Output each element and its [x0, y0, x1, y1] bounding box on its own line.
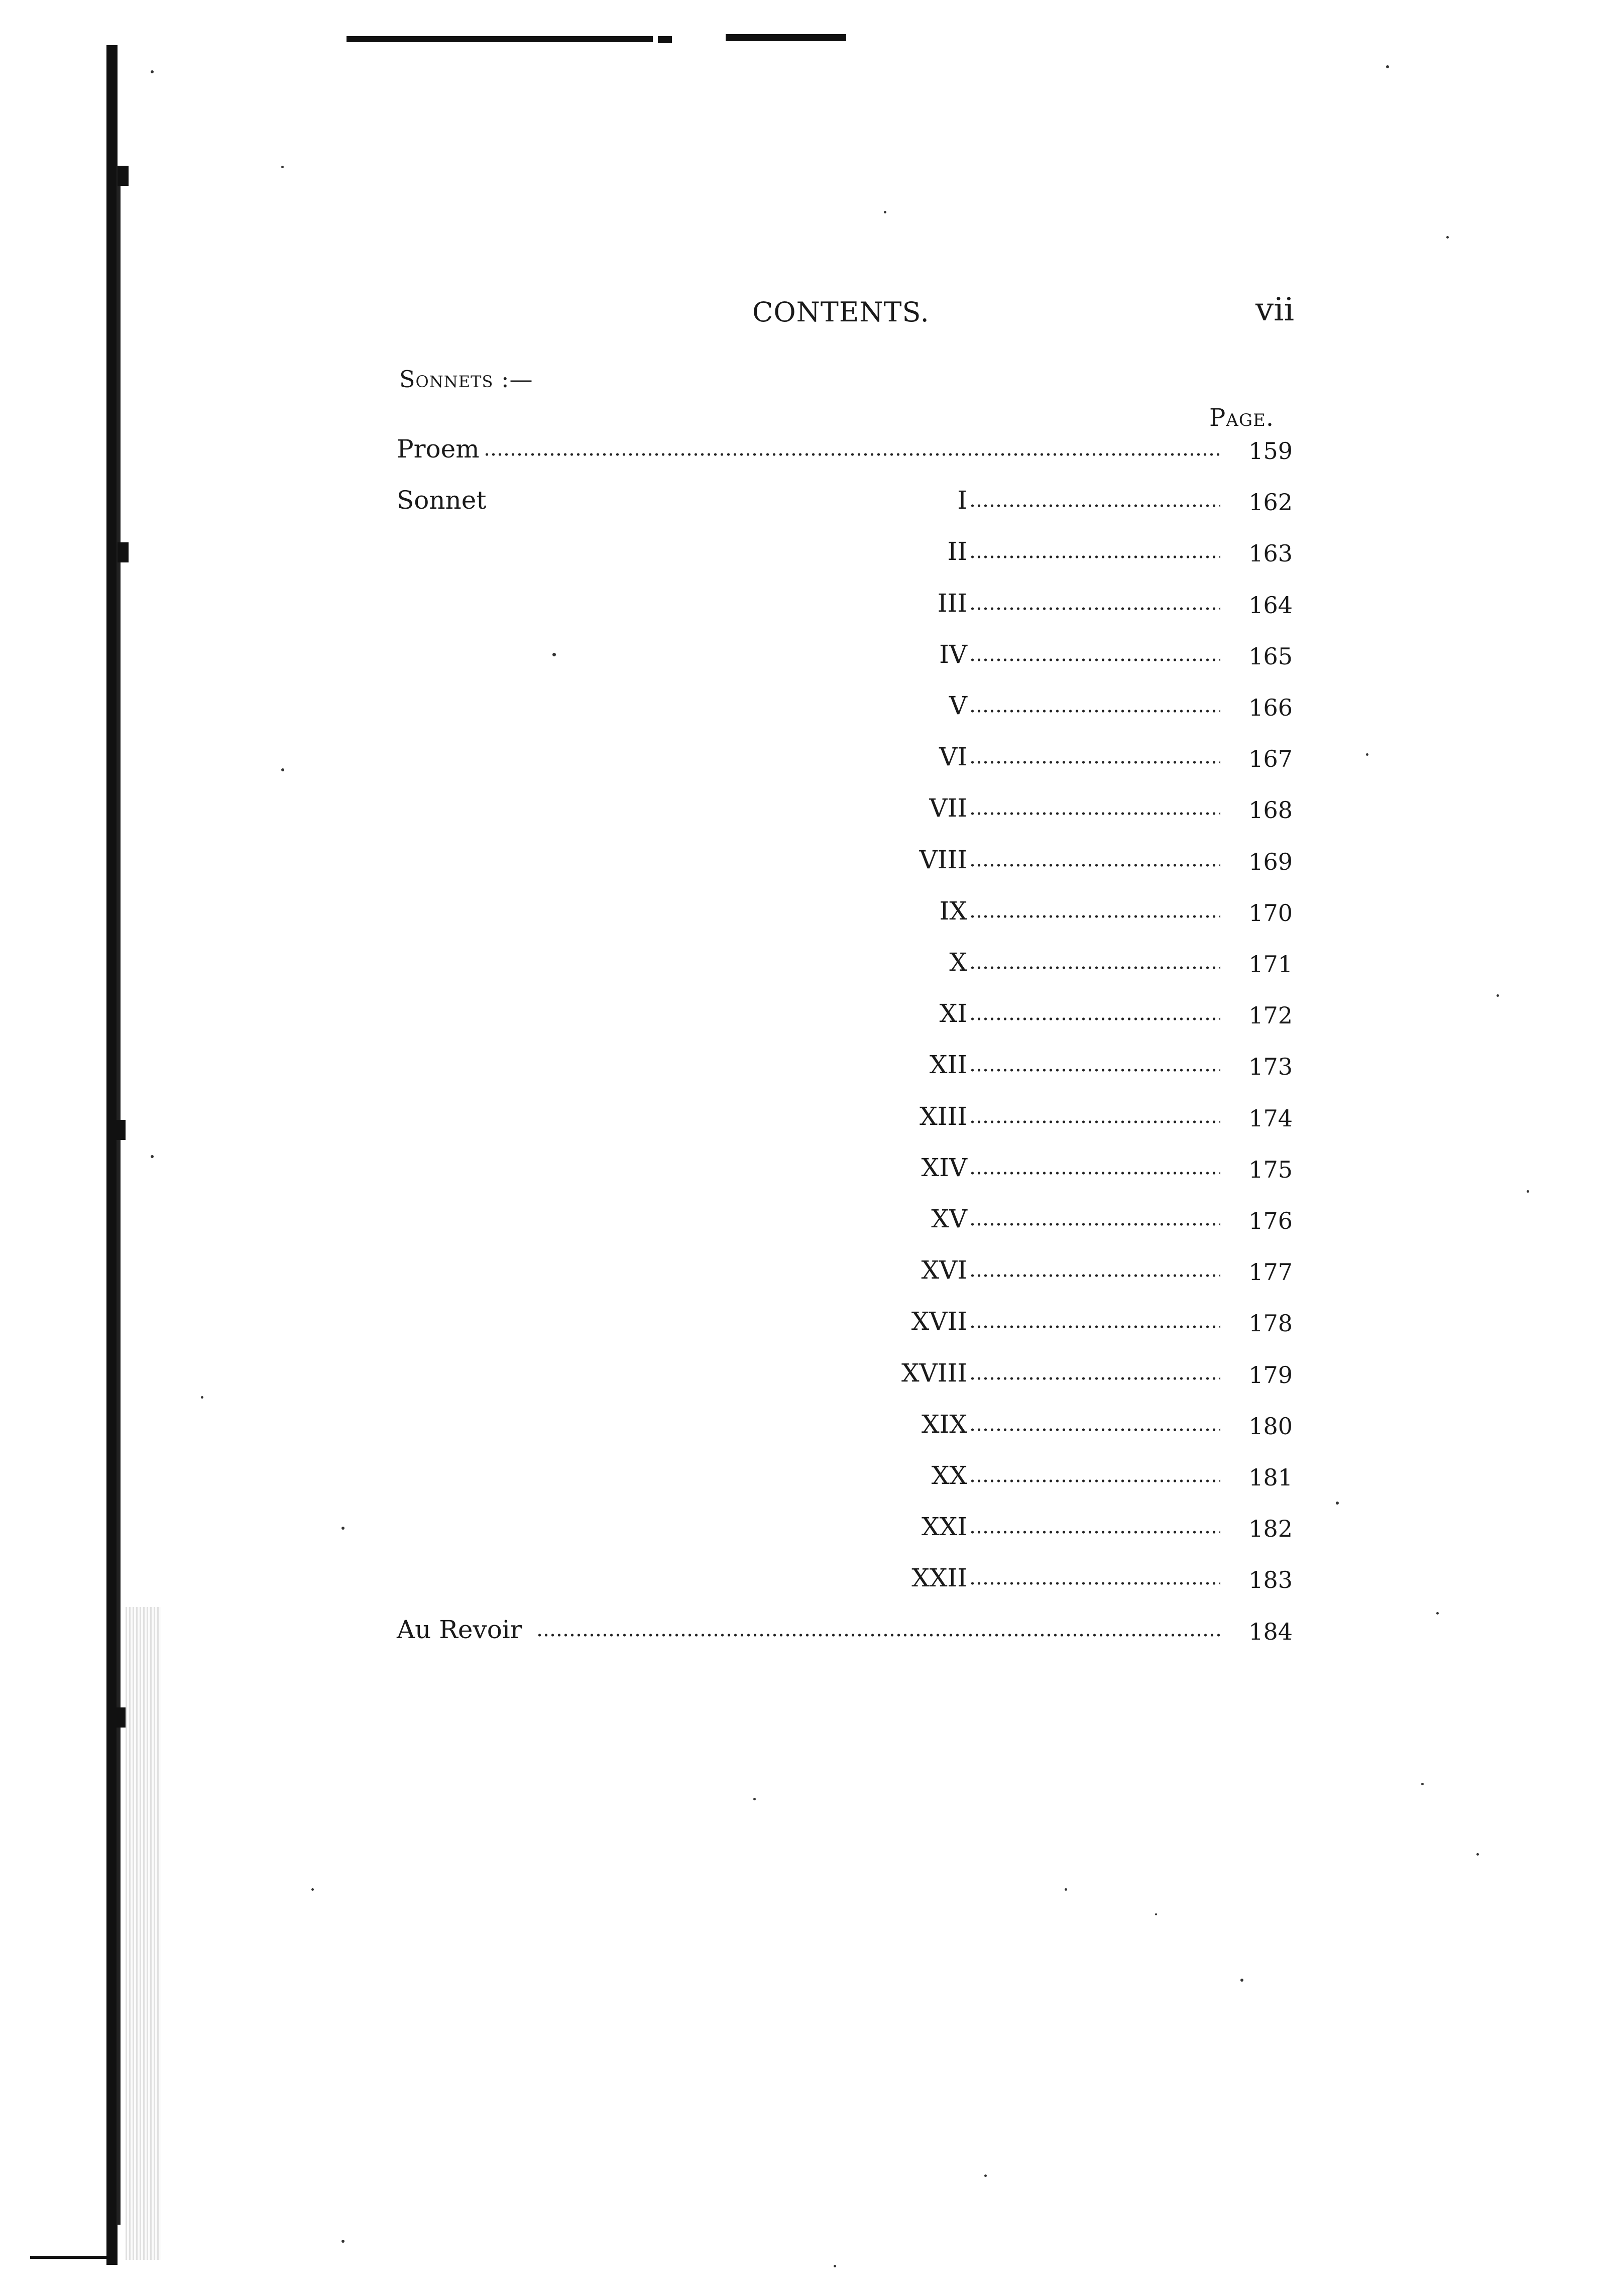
toc-entry-page-number: 181 — [1248, 1464, 1293, 1491]
toc-entry-numeral: V — [949, 691, 967, 720]
toc-entry — [397, 946, 1301, 978]
toc-entry-title: Au Revoir — [397, 1615, 522, 1644]
toc-entry — [397, 690, 1301, 722]
toc-entry — [397, 1049, 1301, 1081]
toc-entry-numeral: XIX — [922, 1410, 967, 1439]
toc-entry-page-number: 182 — [1248, 1515, 1293, 1542]
toc-entry-page-number: 169 — [1248, 848, 1293, 875]
scan-speck — [281, 166, 284, 168]
scan-edge-rule — [658, 36, 672, 43]
toc-entry-numeral: I — [957, 486, 967, 515]
scan-speck — [834, 2265, 836, 2267]
toc-entry — [397, 895, 1301, 927]
toc-entry-page-number: 164 — [1248, 592, 1293, 619]
toc-entry-page-number: 175 — [1248, 1156, 1293, 1183]
toc-entry — [397, 1562, 1301, 1594]
toc-dot-leader — [969, 658, 1220, 661]
scan-speck — [1446, 236, 1449, 239]
scan-speck — [1476, 1853, 1479, 1856]
toc-dot-leader — [969, 1582, 1220, 1585]
toc-entry-page-number: 165 — [1248, 643, 1293, 670]
toc-dot-leader — [969, 1428, 1220, 1431]
toc-dot-leader — [969, 1120, 1220, 1123]
toc-entry-numeral: XXII — [911, 1563, 967, 1592]
toc-entry — [397, 1305, 1301, 1337]
toc-entry-numeral: XVI — [921, 1255, 967, 1285]
scan-speck — [151, 70, 154, 73]
toc-entry-numeral: XI — [939, 999, 967, 1028]
scan-speck — [201, 1396, 203, 1399]
toc-dot-leader — [969, 1223, 1220, 1226]
toc-entry-page-number: 174 — [1248, 1105, 1293, 1132]
scan-speck — [984, 2174, 987, 2177]
binding-edge — [106, 45, 118, 2265]
section-heading: Sonnets :— — [399, 366, 533, 393]
toc-entry-numeral: IX — [939, 896, 967, 926]
toc-entry-numeral: XVIII — [901, 1358, 967, 1388]
scan-edge-rule — [347, 36, 653, 42]
toc-dot-leader — [969, 1274, 1220, 1277]
toc-dot-leader — [969, 1172, 1220, 1175]
toc-entry — [397, 587, 1301, 619]
toc-dot-leader — [969, 864, 1220, 867]
toc-entry — [397, 741, 1301, 773]
scan-edge-rule — [726, 34, 846, 41]
scan-speck — [753, 1798, 756, 1800]
toc-dot-leader — [969, 1479, 1220, 1482]
toc-entry-numeral: XXI — [922, 1512, 967, 1541]
toc-entry-title: Sonnet — [397, 486, 487, 515]
toc-dot-leader — [969, 812, 1220, 815]
toc-entry — [397, 1614, 1301, 1646]
scan-speck — [1386, 65, 1389, 68]
toc-dot-leader — [969, 1531, 1220, 1534]
page-folio: vii — [1255, 291, 1295, 328]
toc-dot-leader — [969, 710, 1220, 713]
toc-entry — [397, 433, 1301, 465]
toc-entry-numeral: XVII — [911, 1307, 967, 1336]
toc-entry — [397, 1357, 1301, 1389]
scan-speck — [1421, 1783, 1424, 1785]
toc-entry-numeral: X — [949, 948, 967, 977]
binding-edge-inner — [117, 166, 121, 2225]
toc-entry-title: Proem — [397, 434, 480, 464]
toc-dot-leader — [969, 555, 1220, 558]
toc-entry-page-number: 176 — [1248, 1207, 1293, 1234]
toc-entry-page-number: 177 — [1248, 1258, 1293, 1286]
toc-entry-page-number: 159 — [1248, 437, 1293, 465]
scan-speck — [1436, 1612, 1439, 1615]
toc-entry-numeral: VII — [929, 793, 967, 823]
binding-shadow — [126, 1607, 161, 2260]
binding-notch — [114, 1120, 126, 1140]
toc-entry-page-number: 173 — [1248, 1053, 1293, 1080]
scan-speck — [341, 2240, 344, 2243]
toc-entry — [397, 1152, 1301, 1184]
toc-dot-leader — [969, 1325, 1220, 1328]
toc-entry-page-number: 178 — [1248, 1310, 1293, 1337]
toc-entry — [397, 1459, 1301, 1491]
toc-dot-leader — [969, 607, 1220, 610]
toc-entry — [397, 638, 1301, 670]
toc-entry-numeral: XX — [931, 1461, 967, 1490]
toc-dot-leader — [484, 453, 1220, 456]
toc-dot-leader — [969, 761, 1220, 764]
toc-entry — [397, 844, 1301, 876]
scan-speck — [1065, 1888, 1067, 1891]
toc-entry-numeral: II — [947, 537, 967, 566]
toc-entry-numeral: XIII — [920, 1102, 967, 1131]
toc-entry-numeral: XII — [929, 1050, 967, 1079]
toc-entry-page-number: 163 — [1248, 540, 1293, 567]
toc-entry-page-number: 172 — [1248, 1002, 1293, 1029]
scan-speck — [311, 1888, 314, 1891]
toc-dot-leader — [969, 915, 1220, 918]
toc-entry-page-number: 171 — [1248, 951, 1293, 978]
toc-dot-leader — [536, 1634, 1220, 1637]
scan-speck — [151, 1155, 154, 1158]
toc-entry-numeral: VIII — [919, 845, 967, 874]
page-column-label: Page. — [1209, 404, 1275, 432]
toc-entry-numeral: VI — [939, 742, 967, 771]
scan-edge-rule — [30, 2256, 110, 2259]
scan-speck — [1155, 1913, 1157, 1915]
toc-entry — [397, 1408, 1301, 1440]
toc-entry — [397, 484, 1301, 516]
scan-speck — [1497, 994, 1499, 997]
scan-speck — [281, 768, 284, 771]
toc-entry — [397, 1203, 1301, 1235]
toc-entry — [397, 1100, 1301, 1132]
toc-entry — [397, 1511, 1301, 1543]
toc-dot-leader — [969, 1017, 1220, 1020]
scan-speck — [1336, 1502, 1339, 1505]
toc-entry-numeral: XIV — [921, 1153, 967, 1182]
scan-speck — [341, 1527, 344, 1530]
toc-entry-page-number: 162 — [1248, 489, 1293, 516]
scan-speck — [1240, 1979, 1243, 1982]
toc-entry — [397, 535, 1301, 567]
toc-entry-page-number: 166 — [1248, 694, 1293, 721]
toc-entry-numeral: III — [937, 589, 967, 618]
toc-entry-numeral: IV — [939, 640, 967, 669]
scan-speck — [1527, 1190, 1529, 1193]
running-head: CONTENTS. — [752, 296, 930, 328]
scan-speck — [884, 211, 886, 213]
toc-entry-page-number: 168 — [1248, 796, 1293, 824]
toc-entry-page-number: 184 — [1248, 1618, 1293, 1645]
toc-entry-page-number: 183 — [1248, 1566, 1293, 1593]
toc-entry — [397, 792, 1301, 824]
binding-notch — [118, 166, 129, 186]
toc-dot-leader — [969, 1377, 1220, 1380]
toc-dot-leader — [969, 504, 1220, 507]
toc-entry-page-number: 180 — [1248, 1413, 1293, 1440]
scan-speck — [552, 653, 556, 656]
scan-speck — [1366, 753, 1368, 756]
toc-entry-numeral: XV — [931, 1204, 967, 1233]
toc-entry — [397, 1254, 1301, 1286]
toc-entry-page-number: 170 — [1248, 899, 1293, 927]
toc-entry — [397, 997, 1301, 1029]
toc-entry-page-number: 179 — [1248, 1361, 1293, 1389]
binding-notch — [118, 542, 129, 562]
binding-notch — [114, 1707, 126, 1728]
toc-entry-page-number: 167 — [1248, 745, 1293, 772]
toc-dot-leader — [969, 1069, 1220, 1072]
toc-dot-leader — [969, 966, 1220, 969]
